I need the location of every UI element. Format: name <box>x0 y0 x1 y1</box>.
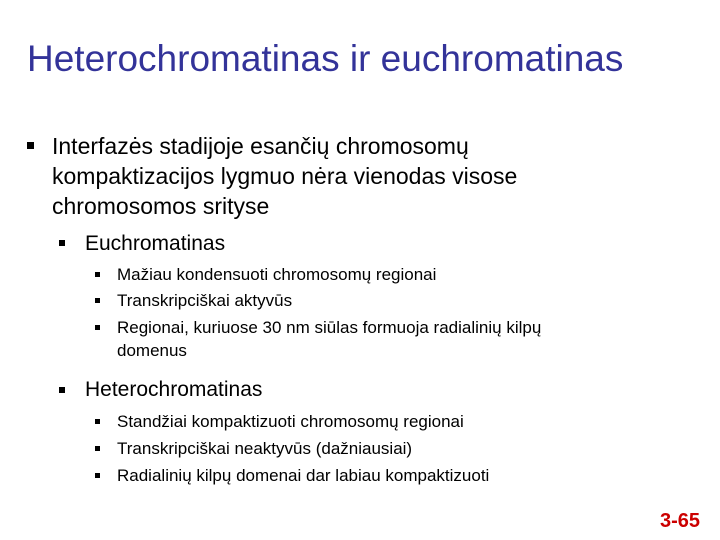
bullet-square-icon <box>95 272 100 277</box>
euchromatin-item: Mažiau kondensuoti chromosomų regionai <box>117 265 437 284</box>
heterochromatin-item: Standžiai kompaktizuoti chromosomų regionai <box>117 412 464 431</box>
bullet-square-icon <box>95 325 100 330</box>
page-number: 3-65 <box>659 510 700 532</box>
bullet-square-icon <box>95 473 100 478</box>
slide-title: Heterochromatinas ir euchromatinas <box>27 38 624 79</box>
heterochromatin-heading: Heterochromatinas <box>85 378 263 401</box>
main-bullet-line2: kompaktizacijos lygmuo nėra vienodas visose <box>52 163 518 189</box>
heterochromatin-item: Radialinių kilpų domenai dar labiau kompaktizuoti <box>117 466 490 485</box>
euchromatin-item: Transkripciškai aktyvūs <box>117 291 293 310</box>
bullet-square-icon <box>59 387 65 393</box>
euchromatin-heading: Euchromatinas <box>85 232 226 255</box>
euchromatin-item: Regionai, kuriuose 30 nm siūlas formuoja radialinių kilpų <box>117 318 542 337</box>
euchromatin-item-continued: domenus <box>117 341 187 360</box>
bullet-square-icon <box>59 240 65 246</box>
bullet-square-icon <box>95 446 100 451</box>
bullet-square-icon <box>95 419 100 424</box>
heterochromatin-item: Transkripciškai neaktyvūs (dažniausiai) <box>117 439 413 458</box>
bullet-square-icon <box>27 142 34 149</box>
main-bullet-line3: chromosomos srityse <box>52 193 270 219</box>
bullet-square-icon <box>95 298 100 303</box>
main-bullet-line1: Interfazės stadijoje esančių chromosomų <box>52 133 469 159</box>
